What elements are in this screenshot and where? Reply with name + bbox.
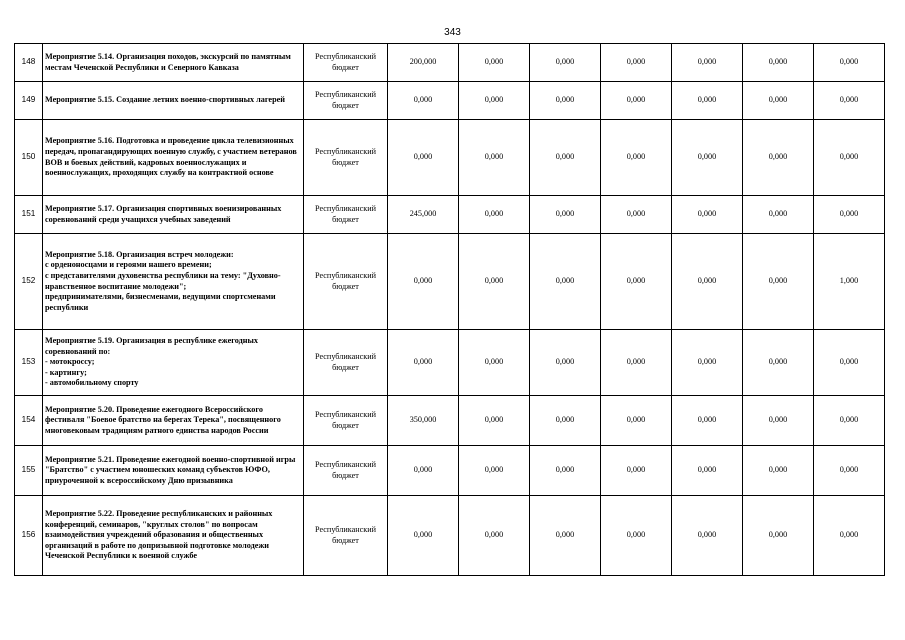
- amount-cell: 0,000: [530, 330, 601, 396]
- amount-cell: 0,000: [459, 330, 530, 396]
- amount-cell: 0,000: [814, 44, 885, 82]
- amount-cell: 0,000: [530, 234, 601, 330]
- amount-cell: 0,000: [601, 446, 672, 496]
- amount-cell: 0,000: [388, 446, 459, 496]
- amount-cell: 0,000: [459, 120, 530, 196]
- funding-source: Республиканский бюджет: [304, 496, 388, 576]
- table-row: [15, 446, 885, 496]
- amount-cell: 0,000: [743, 44, 814, 82]
- amount-cell: 0,000: [672, 120, 743, 196]
- amount-cell: 0,000: [814, 396, 885, 446]
- amount-cell: 0,000: [530, 496, 601, 576]
- amount-cell: 0,000: [743, 396, 814, 446]
- amount-cell: 0,000: [743, 82, 814, 120]
- row-number: 149: [15, 82, 43, 120]
- amount-cell: 0,000: [459, 396, 530, 446]
- funding-source: Республиканский бюджет: [304, 396, 388, 446]
- funding-source: Республиканский бюджет: [304, 446, 388, 496]
- funding-source: Республиканский бюджет: [304, 234, 388, 330]
- amount-cell: 0,000: [530, 82, 601, 120]
- table-row: [15, 330, 885, 396]
- amount-cell: 0,000: [814, 196, 885, 234]
- amount-cell: 0,000: [388, 330, 459, 396]
- measure-name: Мероприятие 5.16. Подготовка и проведение цикла телевизионных передач, пропагандирующих военную службу, с участием ветеранов ВОВ и боевых действий, кадровых военнослужащих и военнослужащих, проходящих службу на контрактной основе: [43, 120, 304, 196]
- amount-cell: 0,000: [459, 446, 530, 496]
- row-number: 155: [15, 446, 43, 496]
- amount-cell: 0,000: [530, 120, 601, 196]
- row-number: 151: [15, 196, 43, 234]
- amount-cell: 0,000: [601, 396, 672, 446]
- row-number: 152: [15, 234, 43, 330]
- amount-cell: 0,000: [388, 82, 459, 120]
- amount-cell: 0,000: [743, 196, 814, 234]
- measure-name: Мероприятие 5.20. Проведение ежегодного Всероссийского фестиваля "Боевое братство на берегах Терека", посвященного многовековым традициям ратного единства народов России: [43, 396, 304, 446]
- amount-cell: 0,000: [672, 396, 743, 446]
- measure-name: Мероприятие 5.22. Проведение республиканских и районных конференций, семинаров, "круглых столов" по вопросам взаимодействия учреждений образования и общественных организаций в работе по допризывной подготовке молодежи Чеченской Республики к военной службе: [43, 496, 304, 576]
- amount-cell: 0,000: [530, 396, 601, 446]
- table-row: [15, 496, 885, 576]
- amount-cell: 0,000: [601, 44, 672, 82]
- row-number: 156: [15, 496, 43, 576]
- amount-cell: 0,000: [743, 446, 814, 496]
- funding-source: Республиканский бюджет: [304, 44, 388, 82]
- measure-name: Мероприятие 5.21. Проведение ежегодной военно-спортивной игры "Братство" с участием юношеских команд субъектов ЮФО, приуроченной к всероссийскому Дню призывника: [43, 446, 304, 496]
- row-number: 150: [15, 120, 43, 196]
- table-row: [15, 196, 885, 234]
- amount-cell: 0,000: [459, 196, 530, 234]
- amount-cell: 0,000: [530, 446, 601, 496]
- amount-cell: 0,000: [743, 496, 814, 576]
- amount-cell: 0,000: [601, 234, 672, 330]
- table-row: [15, 396, 885, 446]
- amount-cell: 0,000: [672, 82, 743, 120]
- amount-cell: 245,000: [388, 196, 459, 234]
- budget-table: [14, 43, 885, 576]
- measure-name: Мероприятие 5.14. Организация походов, экскурсий по памятным местам Чеченской Республики и Северного Кавказа: [43, 44, 304, 82]
- amount-cell: 0,000: [601, 196, 672, 234]
- amount-cell: 0,000: [388, 120, 459, 196]
- table-row: [15, 82, 885, 120]
- amount-cell: 0,000: [814, 82, 885, 120]
- amount-cell: 0,000: [601, 330, 672, 396]
- funding-source: Республиканский бюджет: [304, 120, 388, 196]
- amount-cell: 0,000: [814, 120, 885, 196]
- table-row: [15, 234, 885, 330]
- amount-cell: 0,000: [530, 196, 601, 234]
- page-number: 343: [444, 27, 461, 38]
- amount-cell: 0,000: [672, 496, 743, 576]
- row-number: 154: [15, 396, 43, 446]
- amount-cell: 0,000: [388, 234, 459, 330]
- amount-cell: 0,000: [672, 234, 743, 330]
- amount-cell: 1,000: [814, 234, 885, 330]
- measure-name: Мероприятие 5.15. Создание летних военно-спортивных лагерей: [43, 82, 304, 120]
- amount-cell: 0,000: [459, 82, 530, 120]
- measure-name: Мероприятие 5.18. Организация встреч молодежи: с орденоносцами и героями нашего времени; с представителями духовенства республики на тему: "Духовно-нравственное воспитание молодежи"; предпринимателями, бизнесменами, ведущими спортсменами республики: [43, 234, 304, 330]
- amount-cell: 0,000: [743, 120, 814, 196]
- table-row: [15, 44, 885, 82]
- amount-cell: 0,000: [743, 330, 814, 396]
- amount-cell: 0,000: [814, 496, 885, 576]
- amount-cell: 0,000: [601, 82, 672, 120]
- row-number: 148: [15, 44, 43, 82]
- amount-cell: 0,000: [814, 330, 885, 396]
- amount-cell: 0,000: [601, 120, 672, 196]
- funding-source: Республиканский бюджет: [304, 82, 388, 120]
- amount-cell: 200,000: [388, 44, 459, 82]
- amount-cell: 0,000: [388, 496, 459, 576]
- measure-name: Мероприятие 5.17. Организация спортивных военизированных соревнований среди учащихся учебных заведений: [43, 196, 304, 234]
- amount-cell: 0,000: [459, 234, 530, 330]
- amount-cell: 350,000: [388, 396, 459, 446]
- table-row: [15, 120, 885, 196]
- amount-cell: 0,000: [601, 496, 672, 576]
- amount-cell: 0,000: [672, 44, 743, 82]
- funding-source: Республиканский бюджет: [304, 196, 388, 234]
- amount-cell: 0,000: [814, 446, 885, 496]
- amount-cell: 0,000: [459, 44, 530, 82]
- funding-source: Республиканский бюджет: [304, 330, 388, 396]
- amount-cell: 0,000: [530, 44, 601, 82]
- amount-cell: 0,000: [672, 196, 743, 234]
- amount-cell: 0,000: [672, 330, 743, 396]
- measure-name: Мероприятие 5.19. Организация в республике ежегодных соревнований по: - мотокроссу; - картингу; - автомобильному спорту: [43, 330, 304, 396]
- row-number: 153: [15, 330, 43, 396]
- amount-cell: 0,000: [459, 496, 530, 576]
- amount-cell: 0,000: [743, 234, 814, 330]
- amount-cell: 0,000: [672, 446, 743, 496]
